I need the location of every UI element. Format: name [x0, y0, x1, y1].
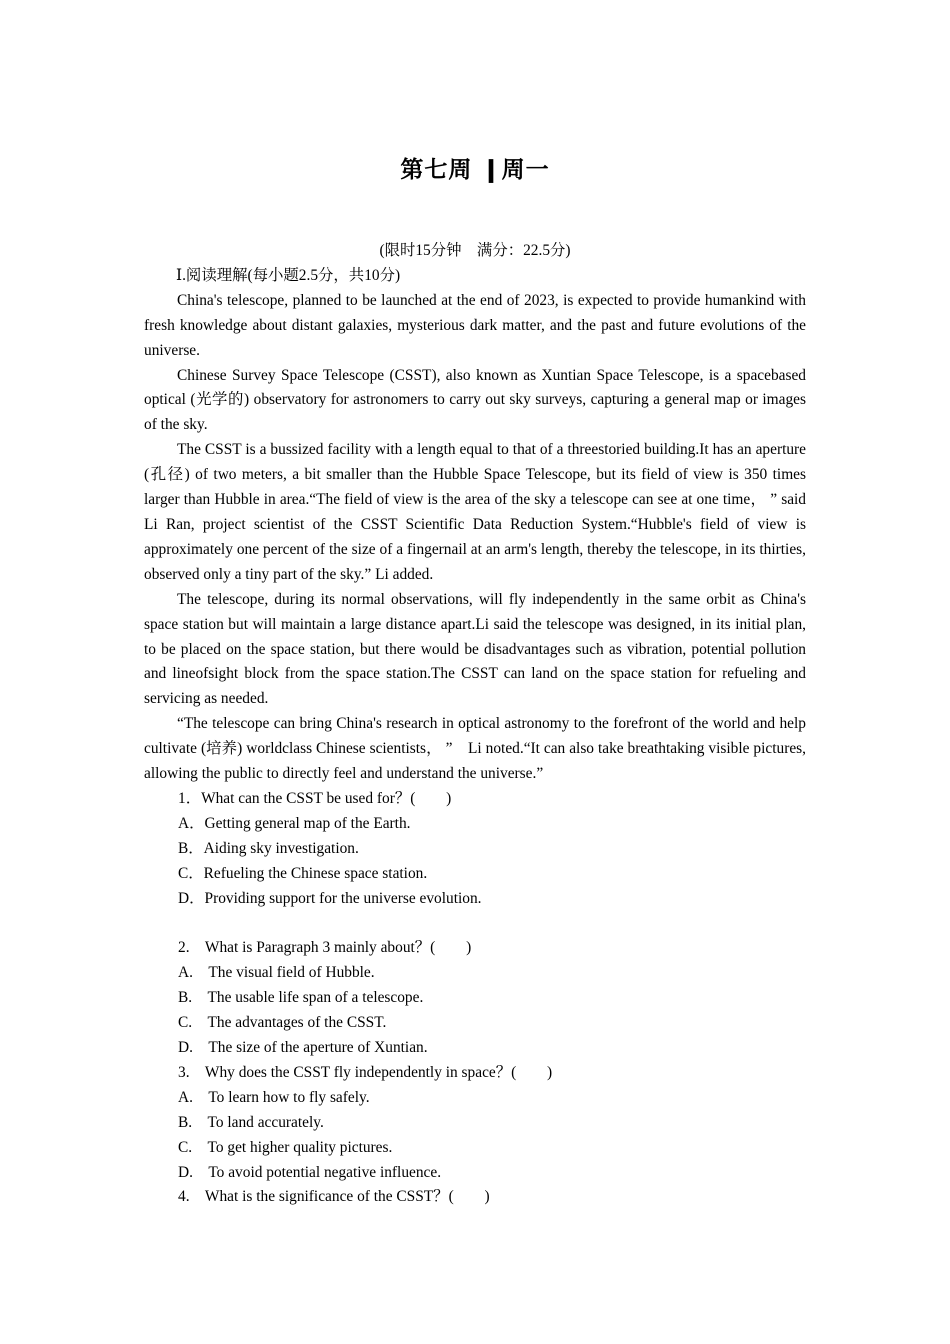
answer-option: A. The visual field of Hubble.: [178, 964, 375, 982]
passage-paragraph-1: China's telescope, planned to be launched at the end of 2023, is expected to provide humankind with fresh knowledge about distant galaxies, mysterious dark matter, and the past and future evolutions of the universe.: [144, 291, 806, 359]
passage-paragraph-5: “The telescope can bring China's research in optical astronomy to the forefront of the world and help cultivate (培养) worldclass Chinese scientists， ” Li noted.“It can also take breathtaking visible pictures, allowing the public to directly feel and understand the universe.”: [144, 715, 806, 783]
question-3: [144, 1061, 806, 1186]
passage-paragraph-2: Chinese Survey Space Telescope (CSST), also known as Xuntian Space Telescope, is a spacebased optical (光学的) observatory for astronomers to carry out sky surveys, capturing a general map or images of the sky.: [144, 366, 806, 434]
question-stem: 4. What is the significance of the CSST？( ): [178, 1188, 490, 1206]
answer-option: B. To land accurately.: [178, 1113, 324, 1131]
answer-option: D．Providing support for the universe evolution.: [178, 889, 482, 907]
document-body: [144, 239, 806, 1210]
section-heading: Ⅰ.阅读理解(每小题2.5分，共10分): [176, 266, 401, 284]
page-title: 第七周 ❙周一: [400, 156, 550, 183]
answer-option: D. The size of the aperture of Xuntian.: [178, 1038, 428, 1056]
passage-paragraph-4: The telescope, during its normal observations, will fly independently in the same orbit as China's space station but will maintain a large distance apart.Li said the telescope was designed, in its initial plan, to be placed on the space station, but there would be disadvantages such as vibration, potential pollution and lineofsight block from the space station.The CSST can land on the space station for refueling and servicing as needed.: [144, 590, 806, 708]
question-1: [144, 787, 806, 912]
answer-option: C. The advantages of the CSST.: [178, 1014, 387, 1032]
answer-option: C．Refueling the Chinese space station.: [178, 864, 428, 882]
answer-option: A．Getting general map of the Earth.: [178, 814, 411, 832]
question-2: [144, 936, 806, 1061]
time-score-limit: (限时15分钟 满分：22.5分): [379, 242, 571, 259]
spacer: [144, 911, 806, 936]
answer-option: D. To avoid potential negative influence.: [178, 1163, 442, 1181]
answer-option: C. To get higher quality pictures.: [178, 1138, 393, 1156]
passage-paragraph-3: The CSST is a bussized facility with a length equal to that of a threestoried building.It has an aperture (孔径) of two meters, a bit smaller than the Hubble Space Telescope, but its field of view is 350 times larger than Hubble in area.“The field of view is the area of the sky a telescope can see at one time， ” said Li Ran, project scientist of the CSST Scientific Data Reduction System.“Hubble's field of view is approximately one percent of the size of a fingernail at an arm's length, thereby the telescope, in its thirties, observed only a tiny part of the sky.” Li added.: [144, 441, 806, 583]
question-stem: 3. Why does the CSST fly independently in space？( ): [178, 1063, 553, 1081]
answer-option: B．Aiding sky investigation.: [178, 839, 359, 857]
question-stem: 1．What can the CSST be used for？( ): [178, 789, 452, 807]
answer-option: A. To learn how to fly safely.: [178, 1088, 370, 1106]
question-stem: 2. What is Paragraph 3 mainly about？( ): [178, 939, 472, 957]
question-4: [144, 1185, 806, 1210]
answer-option: B. The usable life span of a telescope.: [178, 989, 424, 1007]
